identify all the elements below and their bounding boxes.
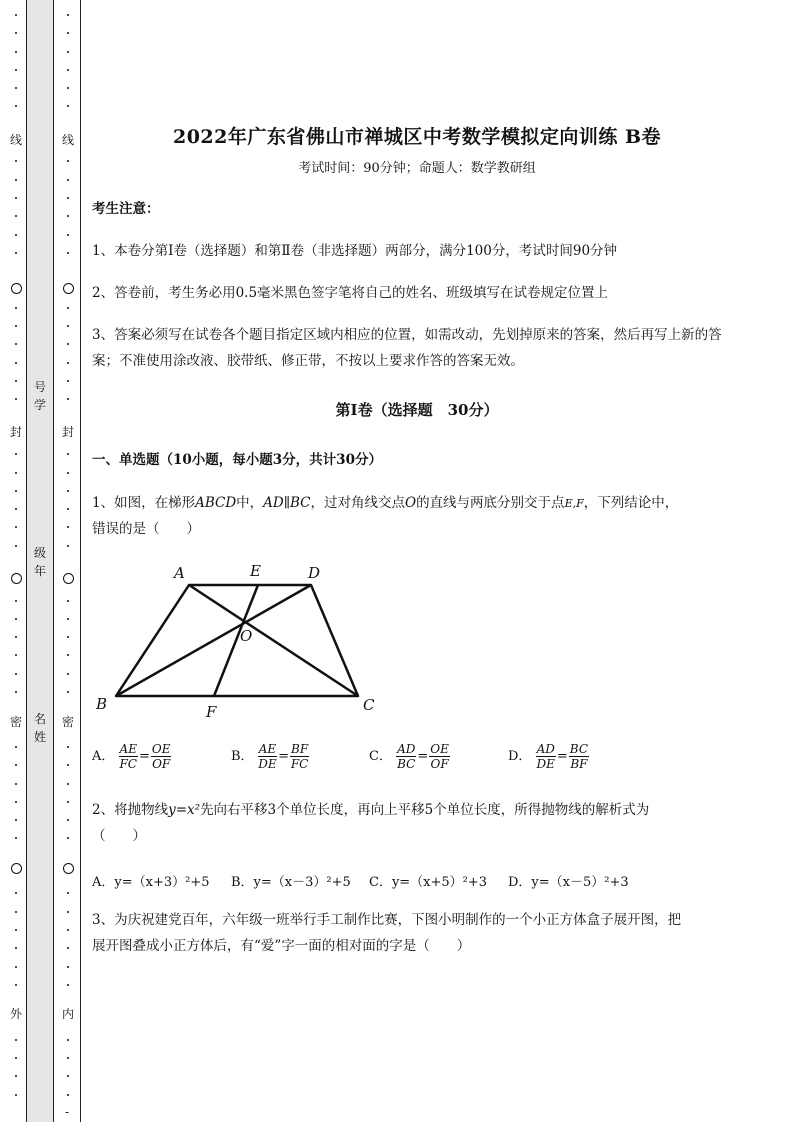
binding-dot — [67, 215, 69, 217]
binding-dot — [67, 966, 69, 968]
binding-mark: 线 — [10, 133, 23, 147]
exam-title: 2022年广东省佛山市禅城区中考数学模拟定向训练 B卷 — [172, 126, 662, 148]
binding-dot — [67, 14, 69, 16]
denominator: OF — [152, 757, 171, 771]
binding-dot — [15, 691, 17, 693]
q1-text: ，下列结论中， — [583, 495, 679, 511]
denominator: DE — [536, 757, 555, 771]
binding-dot — [15, 472, 17, 474]
option-letter: A． — [92, 749, 115, 764]
student-number-label: 号学 — [33, 380, 46, 412]
binding-dot — [67, 252, 69, 254]
binding-dot — [15, 545, 17, 547]
binding-dot — [67, 490, 69, 492]
q2-text: 先向右平移3个单位长度，再向上平移5个单位长度，所得抛物线的解析式为 — [200, 802, 650, 818]
trapezoid-figure — [92, 555, 392, 725]
numerator: AE — [119, 742, 137, 756]
denominator: BF — [570, 757, 588, 771]
binding-dot — [67, 984, 69, 986]
binding-dot — [67, 1039, 69, 1041]
binding-dot — [15, 69, 17, 71]
inner-dot-column — [54, 0, 80, 1122]
label-c: C — [363, 696, 375, 714]
binding-inner-column — [54, 0, 81, 1122]
q2-option-b[interactable]: B．y=（x－3）²+5 — [231, 875, 351, 890]
binding-dot — [67, 654, 69, 656]
denominator: FC — [290, 757, 309, 771]
binding-dot — [67, 32, 69, 34]
binding-dot — [67, 307, 69, 309]
binding-dot — [15, 966, 17, 968]
binding-dot — [15, 783, 17, 785]
binding-dot — [15, 764, 17, 766]
binding-dot — [67, 51, 69, 53]
binding-dot — [15, 819, 17, 821]
binding-dot — [15, 453, 17, 455]
binding-dot — [67, 325, 69, 327]
fraction — [569, 742, 589, 771]
binding-mark: 密 — [62, 715, 75, 729]
q1-point-o: O — [404, 495, 417, 511]
fraction — [536, 742, 556, 771]
numerator: OE — [430, 742, 449, 756]
binding-dot — [15, 508, 17, 510]
binding-dot — [67, 618, 69, 620]
binding-dot — [67, 87, 69, 89]
q2-option-a[interactable]: A．y=（x+3）²+5 — [92, 875, 210, 890]
exam-subtitle: 考试时间：90分钟；命题人：数学教研组 — [298, 161, 536, 176]
option-letter: B． — [231, 749, 254, 764]
q2-text: 2、将抛物线 — [92, 802, 169, 818]
binding-dot — [67, 947, 69, 949]
binding-dot — [15, 600, 17, 602]
binding-dot — [15, 160, 17, 162]
binding-dot — [15, 654, 17, 656]
denominator: OF — [430, 757, 449, 771]
q1-points-ef: E,F — [564, 497, 584, 510]
q1-option-d[interactable]: D． $\frac{AD}{DE}$ = $\frac{BC}{BF}$ — [508, 742, 589, 771]
binding-dot — [15, 526, 17, 528]
question-2-line-2: （ ） — [92, 828, 146, 844]
part-heading: 一、单选题（10小题，每小题3分，共计30分） — [92, 452, 382, 468]
binding-dot — [15, 801, 17, 803]
binding-dot — [15, 837, 17, 839]
section-title: 第I卷（选择题 30分） — [335, 401, 499, 419]
binding-dot — [67, 526, 69, 528]
binding-dot — [15, 636, 17, 638]
binding-dot — [67, 892, 69, 894]
grade-label: 级年 — [33, 546, 46, 578]
binding-outer-column — [8, 0, 26, 1123]
binding-dot — [67, 197, 69, 199]
question-2-line-1 — [92, 797, 747, 823]
numerator: BF — [291, 742, 309, 756]
binding-dot — [15, 398, 17, 400]
q1-option-c[interactable]: C． $\frac{AD}{BC}$ = $\frac{OE}{OF}$ — [369, 742, 449, 771]
binding-dot — [67, 234, 69, 236]
binding-dot — [15, 362, 17, 364]
binding-dot — [67, 911, 69, 913]
denominator: FC — [119, 757, 137, 771]
binding-mark: 外 — [10, 1007, 23, 1021]
q1-abcd: ABCD — [195, 495, 237, 511]
binding-dot — [67, 691, 69, 693]
binding-dot — [15, 947, 17, 949]
binding-dot — [15, 215, 17, 217]
numerator: AD — [397, 742, 416, 756]
binding-dot — [15, 1039, 17, 1041]
name-label: 名姓 — [33, 712, 46, 744]
binding-dot — [67, 801, 69, 803]
label-a: A — [174, 564, 185, 582]
binding-dot — [67, 673, 69, 675]
numerator: AD — [536, 742, 555, 756]
binding-dot — [15, 234, 17, 236]
label-o: O — [240, 627, 253, 645]
binding-dot — [67, 69, 69, 71]
notice-heading: 考生注意： — [92, 201, 160, 217]
q2-option-d[interactable]: D．y=（x－5）²+3 — [508, 875, 629, 890]
binding-dot — [15, 1075, 17, 1077]
binding-dot — [67, 929, 69, 931]
binding-dot — [15, 1057, 17, 1059]
binding-dot — [67, 398, 69, 400]
binding-dot — [67, 764, 69, 766]
binding-dot — [67, 600, 69, 602]
fraction — [290, 742, 309, 771]
binding-dot — [67, 453, 69, 455]
denominator: DE — [258, 757, 277, 771]
binding-dot — [67, 746, 69, 748]
numerator: OE — [151, 742, 171, 756]
question-1-line-1 — [92, 490, 747, 517]
binding-ring — [11, 573, 22, 584]
notice-item-1: 1、本卷分第I卷（选择题）和第Ⅱ卷（非选择题）两部分，满分100分，考试时间90分钟 — [92, 243, 618, 259]
binding-dot — [15, 618, 17, 620]
binding-dot — [67, 343, 69, 345]
binding-dot — [67, 783, 69, 785]
binding-dot — [67, 545, 69, 547]
binding-mark: 内 — [62, 1007, 75, 1021]
numerator: BC — [569, 742, 589, 756]
question-1-line-2: 错误的是（ ） — [92, 521, 200, 537]
q1-option-a[interactable]: A． $\frac{AE}{FC}$ = $\frac{OE}{OF}$ — [92, 742, 171, 771]
question-3-line-1: 3、为庆祝建党百年，六年级一班举行手工制作比赛，下图小明制作的一个小正方体盒子展开图，把 — [92, 912, 682, 928]
binding-dot — [67, 362, 69, 364]
notice-item-3: 3、答案必须写在试卷各个题目指定区域内相应的位置，如需改动，先划掉原来的答案，然后再写上新的答案；不准使用涂改液、胶带纸、修正带，不按以上要求作答的答案无效。 — [92, 327, 722, 369]
binding-dot — [67, 179, 69, 181]
binding-dot — [15, 490, 17, 492]
fraction — [258, 742, 277, 771]
binding-dot — [15, 179, 17, 181]
q1-text: 中， — [236, 495, 264, 511]
binding-mark: 线 — [62, 133, 75, 147]
binding-dot — [67, 1075, 69, 1077]
question-3-line-2: 展开图叠成小正方体后，有“爱”字一面的相对面的字是（ ） — [92, 938, 471, 954]
binding-dot — [15, 325, 17, 327]
fraction — [429, 742, 450, 771]
binding-dot — [15, 307, 17, 309]
q1-text: 1、如图，在梯形 — [92, 495, 196, 511]
option-letter: D． — [508, 749, 532, 764]
binding-dot — [15, 380, 17, 382]
label-f: F — [206, 703, 217, 721]
binding-dot — [15, 51, 17, 53]
binding-mark: 密 — [10, 715, 23, 729]
option-letter: C． — [369, 749, 392, 764]
binding-dot — [15, 343, 17, 345]
binding-dot — [67, 380, 69, 382]
binding-mark: 封 — [62, 425, 75, 439]
fraction — [119, 742, 138, 771]
binding-dot — [67, 160, 69, 162]
binding-mark: 封 — [10, 425, 23, 439]
binding-dot — [67, 819, 69, 821]
label-d: D — [308, 564, 321, 582]
binding-dot — [15, 1094, 17, 1096]
label-b: B — [96, 695, 108, 713]
binding-dot — [15, 105, 17, 107]
fraction — [396, 742, 416, 771]
binding-dot — [15, 746, 17, 748]
q2-parabola: y=x² — [168, 802, 201, 818]
binding-dot — [15, 87, 17, 89]
q1-text: 的直线与两底分别交于点 — [416, 495, 565, 511]
q1-parallel: AD∥BC — [263, 495, 311, 511]
binding-info-band — [26, 0, 54, 1122]
binding-ring — [11, 283, 22, 294]
binding-dot — [67, 105, 69, 107]
binding-ring — [63, 573, 74, 584]
binding-dot — [15, 892, 17, 894]
q1-option-b[interactable]: B． $\frac{AE}{DE}$ = $\frac{BF}{FC}$ — [231, 742, 309, 771]
q1-text: ，过对角线交点 — [310, 495, 405, 511]
binding-dot — [15, 197, 17, 199]
binding-ring — [63, 283, 74, 294]
binding-dot — [15, 911, 17, 913]
binding-dot — [67, 636, 69, 638]
binding-dot — [15, 984, 17, 986]
binding-dot — [67, 837, 69, 839]
fraction — [151, 742, 172, 771]
inner-end-mark: - — [65, 1105, 70, 1119]
notice-item-2: 2、答卷前，考生务必用0.5毫米黑色签字笔将自己的姓名、班级填写在试卷规定位置上 — [92, 285, 609, 301]
numerator: AE — [258, 742, 277, 756]
binding-dot — [67, 1057, 69, 1059]
outer-dot-column — [8, 0, 26, 1123]
binding-ring — [63, 863, 74, 874]
binding-dot — [15, 32, 17, 34]
binding-dot — [15, 673, 17, 675]
q2-option-c[interactable]: C．y=（x+5）²+3 — [369, 875, 488, 890]
denominator: BC — [397, 757, 416, 771]
label-e: E — [250, 562, 261, 580]
binding-ring — [11, 863, 22, 874]
binding-dot — [67, 1094, 69, 1096]
binding-dot — [67, 508, 69, 510]
binding-dot — [67, 472, 69, 474]
binding-dot — [15, 252, 17, 254]
binding-dot — [15, 14, 17, 16]
binding-dot — [15, 929, 17, 931]
